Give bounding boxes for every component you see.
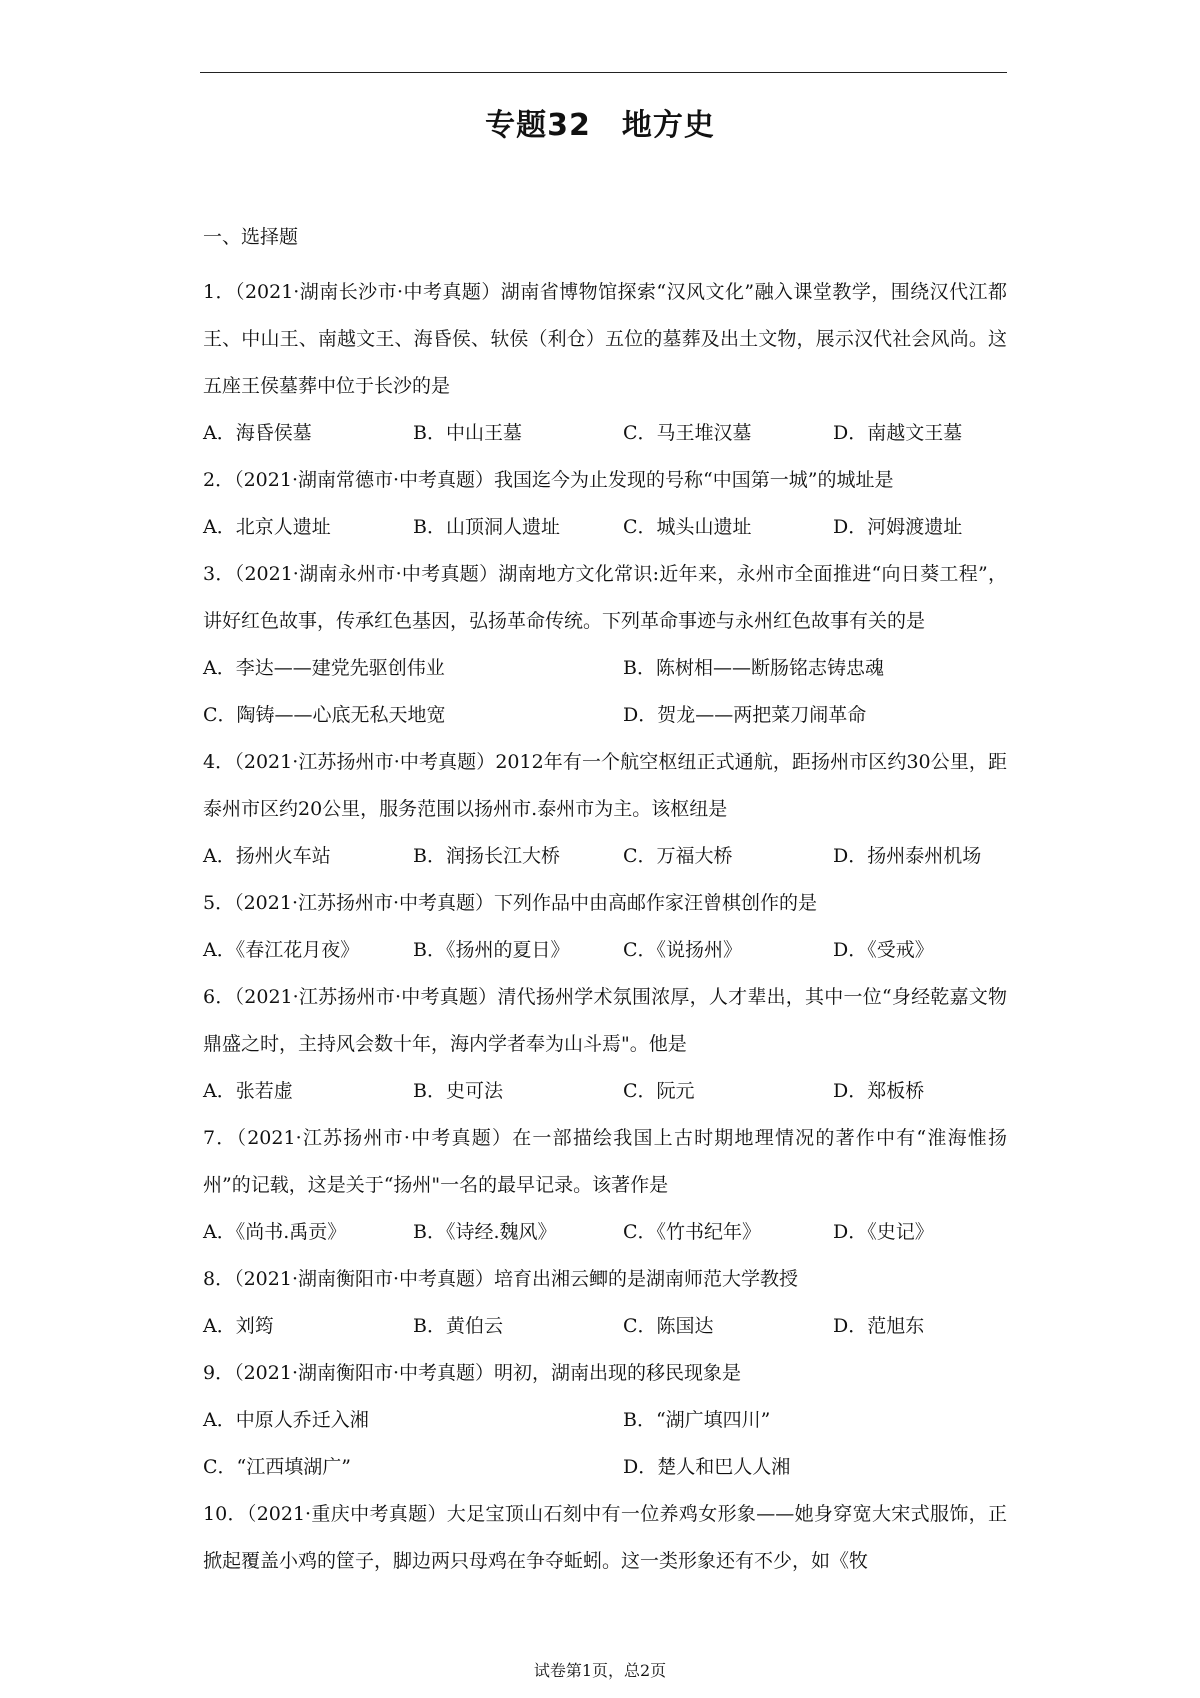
question-3 [203, 551, 1007, 739]
option-d: D．贺龙——两把菜刀闹革命 [623, 704, 867, 726]
options [203, 1397, 1007, 1491]
options [203, 1303, 1007, 1350]
option-c: C．城头山遗址 [623, 516, 752, 538]
option-c: C．《竹书纪年》 [623, 1221, 762, 1243]
option-c: C．马王堆汉墓 [623, 422, 752, 444]
question-text: 8．（2021·湖南衡阳市·中考真题）培育出湘云鲫的是湖南师范大学教授 [203, 1268, 799, 1290]
page-title: 专题32 地方史 [485, 108, 715, 143]
option-c: C．阮元 [623, 1080, 695, 1102]
question-9 [203, 1350, 1007, 1491]
option-b: B．润扬长江大桥 [413, 845, 560, 867]
question-text: 6．（2021·江苏扬州市·中考真题）清代扬州学术氛围浓厚，人才辈出，其中一位“身经乾嘉文物鼎盛之时，主持风会数十年，海内学者奉为山斗焉"。他是 [203, 986, 1007, 1055]
option-a: A．扬州火车站 [203, 845, 331, 867]
option-d: D．《史记》 [833, 1221, 934, 1243]
options [203, 833, 1007, 880]
options [203, 1068, 1007, 1115]
question-text: 7．（2021·江苏扬州市·中考真题）在一部描绘我国上古时期地理情况的著作中有“淮海惟扬州”的记载，这是关于“扬州"一名的最早记录。该著作是 [203, 1127, 1007, 1196]
option-b: B．史可法 [413, 1080, 503, 1102]
option-c: C．陈国达 [623, 1315, 714, 1337]
option-c: C．“江西填湖广” [203, 1456, 351, 1478]
question-8 [203, 1256, 1007, 1350]
option-b: B．黄伯云 [413, 1315, 503, 1337]
option-d: D．范旭东 [833, 1315, 925, 1337]
option-d: D．河姆渡遗址 [833, 516, 963, 538]
option-c: C．陶铸——心底无私天地宽 [203, 704, 446, 726]
options [203, 1209, 1007, 1256]
question-10 [203, 1491, 1007, 1585]
option-b: B．“湖广填四川” [623, 1409, 771, 1431]
question-1 [203, 269, 1007, 457]
option-c: C．万福大桥 [623, 845, 733, 867]
header-rule [200, 72, 1007, 73]
option-a: A．北京人遗址 [203, 516, 331, 538]
option-d: D．楚人和巴人人湘 [623, 1456, 791, 1478]
option-a: A．李达——建党先驱创伟业 [203, 657, 445, 679]
question-text: 5．（2021·江苏扬州市·中考真题）下列作品中由高邮作家汪曾棋创作的是 [203, 892, 818, 914]
option-d: D．郑板桥 [833, 1080, 925, 1102]
question-text: 2．（2021·湖南常德市·中考真题）我国迄今为止发现的号称“中国第一城”的城址是 [203, 469, 894, 491]
option-b: B．山顶洞人遗址 [413, 516, 560, 538]
option-b: B．《诗经.魏风》 [413, 1221, 557, 1243]
option-a: A．海昏侯墓 [203, 422, 312, 444]
option-c: C．《说扬州》 [623, 939, 743, 961]
question-list [203, 222, 1007, 1585]
options [203, 645, 1007, 739]
option-a: A．《尚书.禹贡》 [203, 1221, 347, 1243]
question-7 [203, 1115, 1007, 1256]
options [203, 504, 1007, 551]
option-b: B．陈树相——断肠铭志铸忠魂 [623, 657, 884, 679]
question-text: 1．（2021·湖南长沙市·中考真题）湖南省博物馆探索“汉风文化”融入课堂教学，围绕汉代江都王、中山王、南越文王、海昏侯、轪侯（利仓）五位的墓葬及出土文物，展示汉代社会风尚。这五座王侯墓葬中位于长沙的是 [203, 281, 1007, 397]
option-d: D．扬州泰州机场 [833, 845, 982, 867]
question-text: 9．（2021·湖南衡阳市·中考真题）明初，湖南出现的移民现象是 [203, 1362, 742, 1384]
option-b: B．《扬州的夏日》 [413, 939, 570, 961]
question-text: 3．（2021·湖南永州市·中考真题）湖南地方文化常识:近年来，永州市全面推进“向日葵工程”，讲好红色故事，传承红色基因，弘扬革命传统。下列革命事迹与永州红色故事有关的是 [203, 563, 1007, 632]
section-heading: 一、选择题 [203, 226, 299, 248]
question-2 [203, 457, 1007, 551]
option-d: D．《受戒》 [833, 939, 934, 961]
option-d: D．南越文王墓 [833, 422, 963, 444]
question-text: 10．（2021·重庆中考真题）大足宝顶山石刻中有一位养鸡女形象——她身穿宽大宋式服饰，正掀起覆盖小鸡的筐子，脚边两只母鸡在争夺蚯蚓。这一类形象还有不少，如《牧 [203, 1503, 1007, 1572]
option-a: A．张若虚 [203, 1080, 293, 1102]
page-footer: 试卷第1页，总2页 [533, 1661, 667, 1680]
question-4 [203, 739, 1007, 880]
question-5 [203, 880, 1007, 974]
option-b: B．中山王墓 [413, 422, 522, 444]
option-a: A．刘筠 [203, 1315, 274, 1337]
options [203, 927, 1007, 974]
option-a: A．《春江花月夜》 [203, 939, 360, 961]
question-6 [203, 974, 1007, 1115]
question-text: 4．（2021·江苏扬州市·中考真题）2012年有一个航空枢纽正式通航，距扬州市区约30公里，距泰州市区约20公里，服务范围以扬州市.泰州市为主。该枢纽是 [203, 751, 1007, 820]
options [203, 410, 1007, 457]
option-a: A．中原人乔迁入湘 [203, 1409, 369, 1431]
